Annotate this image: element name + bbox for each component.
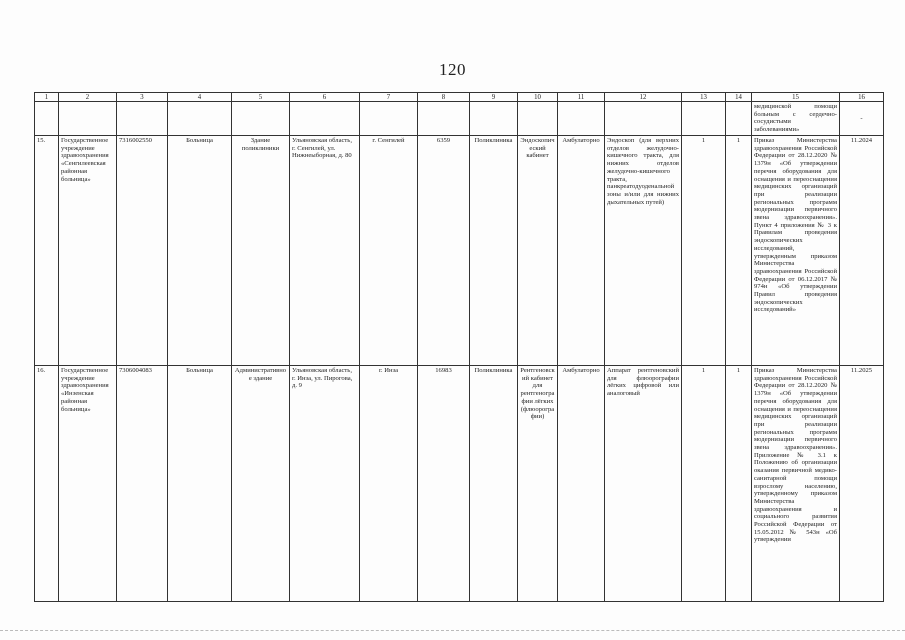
unit: Поликлиника [470,136,518,366]
facility-type: Больница [168,136,232,366]
table-row [35,136,884,366]
column-number: 8 [418,93,470,102]
column-number: 7 [360,93,418,102]
scan-edge-line [0,630,905,632]
equipment: Аппарат рентгеновский для флюорографии лёгких цифровой или аналоговый [605,366,682,602]
legal-basis: Приказ Министерства здравоохранения Российской Федерации от 28.12.2020 № 1379н «Об утверждении перечня оборудования для оснащения и переоснащения медицинских организаций при реализации региональных программ модернизации первичного звена здравоохранения». Пункт 4 приложения № 3 к Правилам проведения эндоскопических исследований, утвержденным приказом Министерства здравоохранения Российской Федерации от 06.12.2017 № 974н «Об утверждении Правил проведения эндоскопических исследований» [752,136,840,366]
building: Здание поликлиники [232,136,290,366]
column-number: 12 [605,93,682,102]
column-number: 15 [752,93,840,102]
population: 6359 [418,136,470,366]
column-number: 4 [168,93,232,102]
cabinet: Рентгеновский кабинет для рентгенографии лёгких (флюорографии) [518,366,558,602]
building: Административное здание [232,366,290,602]
column-number: 13 [682,93,726,102]
column-number: 5 [232,93,290,102]
continuation-basis: медицинской помощи больным с сердечно-сосудистыми заболеваниями» [752,102,840,136]
deadline-date: 11.2024 [840,136,884,366]
city: г. Инза [360,366,418,602]
column-number: 16 [840,93,884,102]
inn: 7316002550 [117,136,168,366]
quantity: 1 [682,366,726,602]
column-number: 11 [558,93,605,102]
column-number: 1 [35,93,59,102]
page-number: 120 [439,60,466,79]
city: г. Сенгилей [360,136,418,366]
care-mode: Амбулаторно [558,136,605,366]
inn: 7306004083 [117,366,168,602]
population: 16983 [418,366,470,602]
equipment: Эндоскоп (для верхних отделов желудочно-кишечного тракта, для нижних отделов желудочно-кишечного тракта, панкреатодуоденальной зоны и/или для нижних дыхательных путей) [605,136,682,366]
care-mode: Амбулаторно [558,366,605,602]
column-number: 10 [518,93,558,102]
column-number: 9 [470,93,518,102]
column-number: 14 [726,93,752,102]
quantity-total: 1 [726,136,752,366]
address: Ульяновская область, г. Сенгилей, ул. Нижнеыборная, д. 80 [290,136,360,366]
organization-name: Государственное учреждение здравоохранения «Инзенская районная больница» [59,366,117,602]
cabinet: Эндоскопический кабинет [518,136,558,366]
column-number-row [35,93,884,102]
quantity-total: 1 [726,366,752,602]
organization-name: Государственное учреждение здравоохранения «Сенгилеевская районная больница» [59,136,117,366]
row-number: 15. [35,136,59,366]
facility-type: Больница [168,366,232,602]
quantity: 1 [682,136,726,366]
unit: Поликлиника [470,366,518,602]
column-number: 6 [290,93,360,102]
column-number: 3 [117,93,168,102]
continuation-row [35,102,884,136]
column-number: 2 [59,93,117,102]
address: Ульяновская область, г. Инза, ул. Пирогова, д. 9 [290,366,360,602]
deadline-date: 11.2025 [840,366,884,602]
equipment-table-sheet [34,92,883,602]
legal-basis: Приказ Министерства здравоохранения Российской Федерации от 28.12.2020 № 1379н «Об утверждении перечня оборудования для оснащения и переоснащения медицинских организаций при реализации региональных программ модернизации первичного звена здравоохранения». Приложение № 3.1 к Положению об организации оказания первичной медико-санитарной помощи взрослому населению, утвержденному приказом Министерства здравоохранения и социального развития Российской Федерации от 15.05.2012 № 543н «Об утверждении [752,366,840,602]
row-number: 16. [35,366,59,602]
table-row [35,366,884,602]
continuation-dash: - [840,102,884,136]
equipment-table [34,92,884,602]
